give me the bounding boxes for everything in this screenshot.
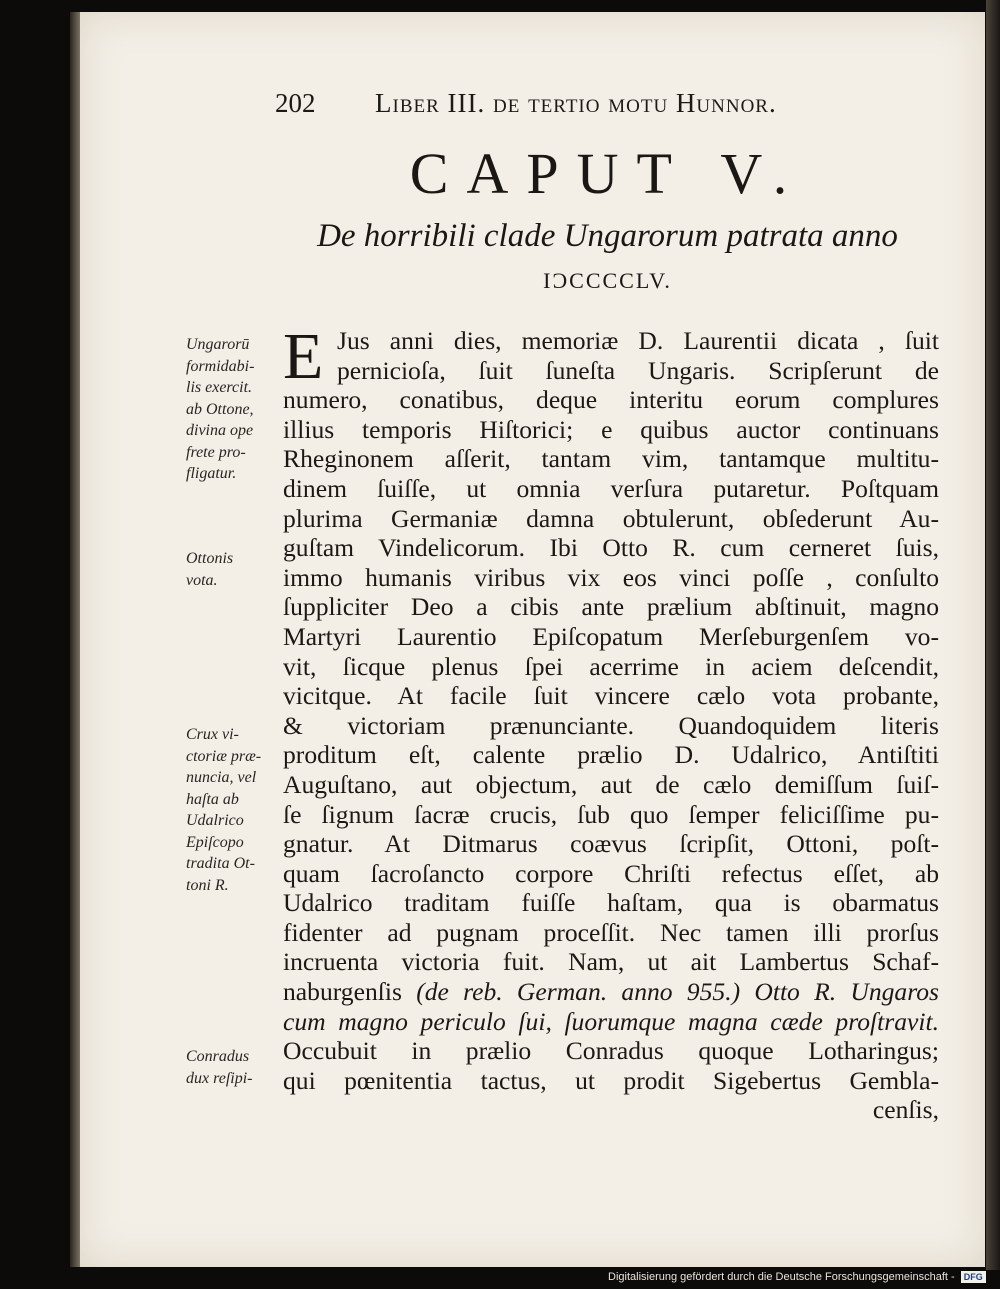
text-line: Rheginonem aſſerit, tantam vim, tantamque multitu- — [283, 444, 939, 474]
text-line: pernicioſa, ſuit ſuneſta Ungaris. Scripſerunt de — [337, 355, 939, 385]
page-number: 202 — [275, 88, 316, 118]
text-line: fidenter ad pugnam proceſſit. Nec tamen illi prorſus — [283, 917, 939, 947]
text-line: illius temporis Hiſtorici; e quibus auctor continuans — [283, 414, 939, 444]
text-line: gnatur. At Ditmarus coævus ſcripſit, Ottoni, poſt- — [283, 829, 939, 859]
text-line: cum magno periculo ſui, ſuorumque magna cæde proſtravit. — [283, 1006, 939, 1036]
text-line: vicitque. At facile ſuit vincere cælo vota probante, — [283, 681, 939, 711]
text-line: Auguſtano, aut objectum, aut de cælo demiſſum ſuiſ- — [283, 769, 939, 799]
text-line: quam ſacroſancto corpore Chriſti refectus eſſet, ab — [283, 858, 939, 888]
text-line: & victoriam prænunciante. Quandoquidem literis — [283, 710, 939, 740]
chapter-subtitle: De horribili clade Ungarorum patrata anno — [317, 218, 898, 254]
running-title: Liber III. de tertio motu Hunnor. — [375, 88, 777, 118]
footer-credit — [608, 1271, 986, 1283]
text-line: qui pœnitentia tactus, ut prodit Sigebertus Gembla- — [283, 1065, 939, 1095]
text-line: Udalrico traditam fuiſſe haſtam, qua is obarmatus — [283, 888, 939, 918]
citation-lead: naburgenſis — [283, 977, 402, 1007]
text-line: incruenta victoria fuit. Nam, ut ait Lambertus Schaf- — [283, 947, 939, 977]
text-line: guſtam Vindelicorum. Ibi Otto R. cum cerneret ſuis, — [283, 533, 939, 563]
body-text — [283, 320, 939, 1125]
margin-note: Crux vi- ctoriæ præ- nuncia, vel haſta ab Udalrico Epiſcopo tradita Ot- toni R. — [186, 726, 262, 894]
chapter-title: CAPUT V. — [409, 141, 806, 206]
book-edge — [986, 0, 1000, 1270]
dfg-logo: DFG — [961, 1271, 986, 1283]
text-line: Occubuit in prælio Conradus quoque Lotharingus; — [283, 1036, 939, 1066]
text-line: dinem ſuiſſe, ut omnia verſura putaretur. Poſtquam — [283, 473, 939, 503]
chapter-year: IƆCCCCLV. — [543, 268, 672, 293]
text-line: ſe ſignum ſacræ crucis, ſub quo ſemper feliciſſime pu- — [283, 799, 939, 829]
margin-note: Conradus dux reſipi- — [186, 1048, 253, 1087]
text-line: plurima Germaniæ damna obtulerunt, obſederunt Au- — [283, 503, 939, 533]
citation-italic: (de reb. German. anno 955.) Otto R. Ungaros — [416, 977, 939, 1007]
text-line: Martyri Laurentio Epiſcopatum Merſeburgenſem vo- — [283, 621, 939, 651]
text-line: numero, conatibus, deque interitu eorum complures — [283, 385, 939, 415]
text-line: immo humanis viribus vix eos vinci poſſe , conſulto — [283, 562, 939, 592]
margin-note: Ungarorū formidabi- lis exercit. ab Ottone, divina ope frete pro- fligatur. — [186, 336, 255, 482]
text-line: proditum eſt, calente prælio D. Udalrico, Antiſtiti — [283, 740, 939, 770]
text-line: vit, ſicque plenus ſpei acerrime in aciem deſcendit, — [283, 651, 939, 681]
drop-cap: E — [283, 320, 324, 393]
margin-note: Ottonis vota. — [186, 550, 234, 589]
text-line: ſuppliciter Deo a cibis ante prælium abſtinuit, magno — [283, 592, 939, 622]
text-line-citation — [283, 977, 939, 1007]
footer-text: Digitalisierung gefördert durch die Deutsche Forschungsgemeinschaft - — [608, 1271, 955, 1283]
text-line: Jus anni dies, memoriæ D. Laurentii dicata , ſuit — [337, 326, 939, 355]
running-header — [275, 88, 895, 124]
text-line-catchword: cenſis, — [872, 1095, 939, 1125]
